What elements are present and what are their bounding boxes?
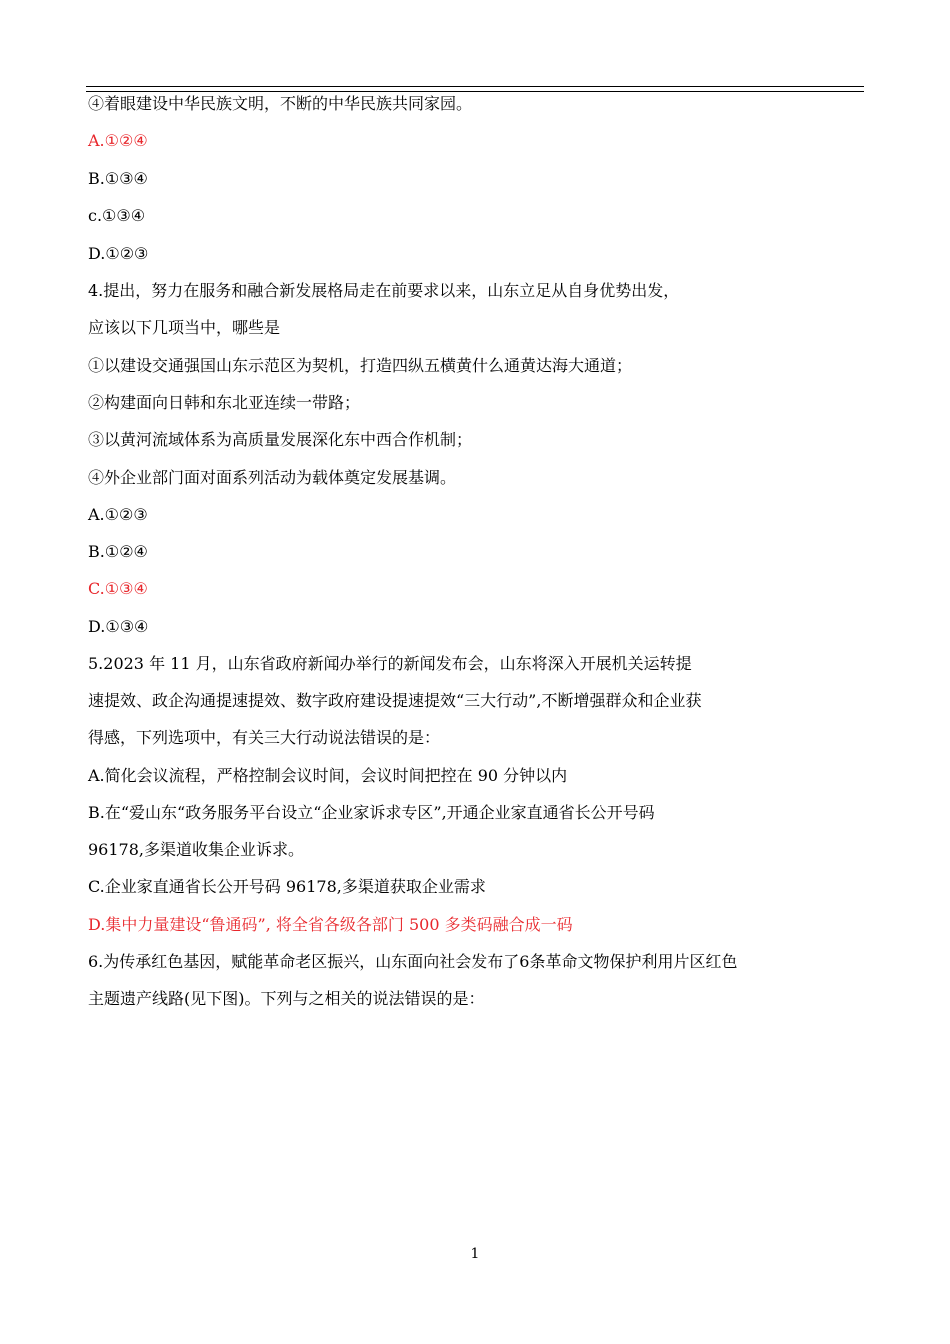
answer-option-correct: D.集中力量建设“鲁通码”, 将全省各级各部门 500 多类码融合成一码: [88, 915, 573, 934]
page-number: 1: [470, 1246, 480, 1262]
answer-option: D.①②③: [88, 244, 149, 263]
statement-item: ①以建设交通强国山东示范区为契机，打造四纵五横黄什么通黄达海大通道；: [88, 356, 633, 375]
answer-option: B.①③④: [88, 169, 148, 188]
statement-item: ④外企业部门面对面系列活动为载体奠定发展基调。: [88, 468, 457, 487]
answer-option: c.①③④: [88, 206, 146, 225]
answer-option: B.①②④: [88, 542, 148, 561]
answer-option: A.①②③: [88, 505, 148, 524]
text-line: ④着眼建设中华民族文明，不断的中华民族共同家园。: [88, 94, 473, 113]
answer-option: B.在“爱山东“政务服务平台设立“企业家诉求专区”,开通企业家直通省长公开号码: [88, 803, 655, 822]
question-6-text: 主题遗产线路(见下图)。下列与之相关的说法错误的是：: [88, 989, 485, 1008]
header-rule-thin: [86, 91, 864, 92]
question-4-text: 4.提出，努力在服务和融合新发展格局走在前要求以来，山东立足从自身优势出发，: [88, 281, 680, 300]
statement-item: ②构建面向日韩和东北亚连续一带路；: [88, 393, 361, 412]
question-5-text: 5.2023 年 11 月，山东省政府新闻办举行的新闻发布会，山东将深入开展机关运转提: [88, 654, 692, 673]
answer-option: C.企业家直通省长公开号码 96178,多渠道获取企业需求: [88, 877, 486, 896]
answer-option-correct: C.①③④: [88, 579, 148, 598]
answer-option: 96178,多渠道收集企业诉求。: [88, 840, 304, 859]
answer-option: A.简化会议流程，严格控制会议时间，会议时间把控在 90 分钟以内: [88, 766, 568, 785]
question-6-text: 6.为传承红色基因，赋能革命老区振兴，山东面向社会发布了6条革命文物保护利用片区红色: [88, 952, 738, 971]
answer-option-correct: A.①②④: [88, 131, 148, 150]
question-4-text: 应该以下几项当中，哪些是: [88, 318, 281, 337]
answer-option: D.①③④: [88, 617, 149, 636]
question-5-text: 得感，下列选项中，有关三大行动说法错误的是：: [88, 728, 441, 747]
statement-item: ③以黄河流域体系为高质量发展深化东中西合作机制；: [88, 430, 473, 449]
header-rule-thick: [86, 86, 864, 87]
question-5-text: 速提效、政企沟通提速提效、数字政府建设提速提效“三大行动”,不断增强群众和企业获: [88, 691, 702, 710]
